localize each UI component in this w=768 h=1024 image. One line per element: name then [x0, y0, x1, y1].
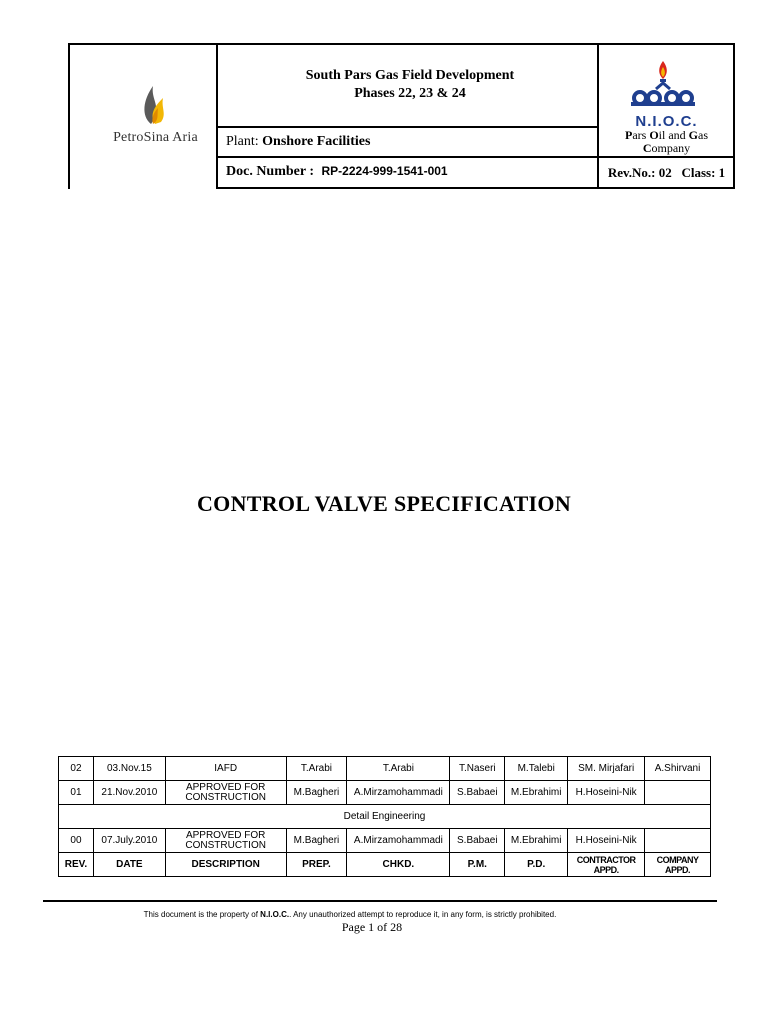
- table-row: [59, 781, 711, 805]
- header-pm: P.M.: [450, 853, 505, 877]
- cell-contractor: SM. Mirjafari: [568, 757, 645, 781]
- cell-date: 03.Nov.15: [93, 757, 165, 781]
- company-text-ompany: ompany: [651, 141, 691, 155]
- nioc-abbreviation: N.I.O.C.: [635, 113, 698, 130]
- project-line-1: South Pars Gas Field Development: [305, 68, 515, 83]
- plant-field: [226, 134, 370, 150]
- cell-prep: T.Arabi: [286, 757, 347, 781]
- detail-engineering-cell: Detail Engineering: [59, 805, 711, 829]
- doc-number-label: Doc. Number :: [226, 164, 315, 179]
- footer-property-note: [0, 910, 700, 919]
- petrosina-brand-text: PetroSina Aria: [113, 130, 198, 145]
- footer-note-suffix: . Any unauthorized attempt to reproduce it, in any form, is strictly prohibited.: [289, 910, 557, 919]
- cell-pm: S.Babaei: [450, 781, 505, 805]
- cell-contractor: H.Hoseini-Nik: [568, 781, 645, 805]
- petrosina-logo: [93, 78, 218, 158]
- revision-class: [598, 165, 735, 181]
- project-line-2: Phases 22, 23 & 24: [354, 86, 466, 101]
- header-prep: PREP.: [286, 853, 347, 877]
- cell-rev: 01: [59, 781, 94, 805]
- petrosina-flame-icon: [93, 78, 218, 128]
- cell-company: [645, 829, 711, 853]
- table-row-detail: [59, 805, 711, 829]
- cell-pd: M.Talebi: [505, 757, 568, 781]
- doc-number-value: RP-2224-999-1541-001: [321, 164, 448, 178]
- cell-contractor: H.Hoseini-Nik: [568, 829, 645, 853]
- page-number: Page 1 of 28: [341, 920, 403, 934]
- cell-rev: 02: [59, 757, 94, 781]
- cell-date: 07.July.2010: [93, 829, 165, 853]
- company-initial-c: C: [642, 141, 652, 155]
- company-initial-p: P: [624, 128, 633, 142]
- header-bottom-border: [216, 187, 735, 189]
- table-row: [59, 829, 711, 853]
- company-initial-o: O: [649, 128, 659, 142]
- table-row: [59, 757, 711, 781]
- cell-rev: 00: [59, 829, 94, 853]
- company-initial-g: G: [688, 128, 699, 142]
- company-name: [598, 129, 735, 155]
- company-text-il-and: il and: [658, 128, 689, 142]
- cell-chkd: T.Arabi: [347, 757, 450, 781]
- footer-note-prefix: This document is the property of: [143, 910, 261, 919]
- header-rev: REV.: [59, 853, 94, 877]
- cell-company: A.Shirvani: [645, 757, 711, 781]
- header-pd: P.D.: [505, 853, 568, 877]
- cell-description: APPROVED FOR CONSTRUCTION: [165, 829, 286, 853]
- cell-prep: M.Bagheri: [286, 781, 347, 805]
- header-date: DATE: [93, 853, 165, 877]
- nioc-logo-icon: [623, 55, 703, 115]
- cell-date: 21.Nov.2010: [93, 781, 165, 805]
- revision-table: [58, 756, 711, 877]
- plant-label: Plant:: [226, 134, 259, 149]
- cell-pd: M.Ebrahimi: [505, 829, 568, 853]
- table-header-row: [59, 853, 711, 877]
- document-class: Class: 1: [681, 165, 726, 180]
- footer-note-bold: N.I.O.C.: [260, 910, 290, 919]
- header-left-border: [68, 43, 70, 189]
- document-header: [68, 43, 735, 189]
- cell-chkd: A.Mirzamohammadi: [347, 829, 450, 853]
- cell-chkd: A.Mirzamohammadi: [347, 781, 450, 805]
- header-top-border: [68, 43, 735, 45]
- cell-pd: M.Ebrahimi: [505, 781, 568, 805]
- cell-description: IAFD: [165, 757, 286, 781]
- company-text-as: as: [698, 128, 709, 142]
- header-row-line-1: [216, 126, 599, 128]
- header-chkd: CHKD.: [347, 853, 450, 877]
- footer-rule: [43, 900, 717, 902]
- cell-pm: S.Babaei: [450, 829, 505, 853]
- header-description: DESCRIPTION: [165, 853, 286, 877]
- document-title: CONTROL VALVE SPECIFICATION: [196, 491, 572, 516]
- header-row-line-2: [216, 156, 735, 158]
- doc-number-field: [226, 164, 448, 180]
- header-company-appd: COMPANY APPD.: [645, 853, 711, 877]
- header-contractor-appd: CONTRACTOR APPD.: [568, 853, 645, 877]
- company-text-ars: ars: [632, 128, 650, 142]
- cell-company: [645, 781, 711, 805]
- plant-value: Onshore Facilities: [262, 134, 371, 149]
- cell-pm: T.Naseri: [450, 757, 505, 781]
- project-title: [220, 67, 600, 103]
- cell-prep: M.Bagheri: [286, 829, 347, 853]
- cell-description: APPROVED FOR CONSTRUCTION: [165, 781, 286, 805]
- revision-number: Rev.No.: 02: [607, 165, 672, 180]
